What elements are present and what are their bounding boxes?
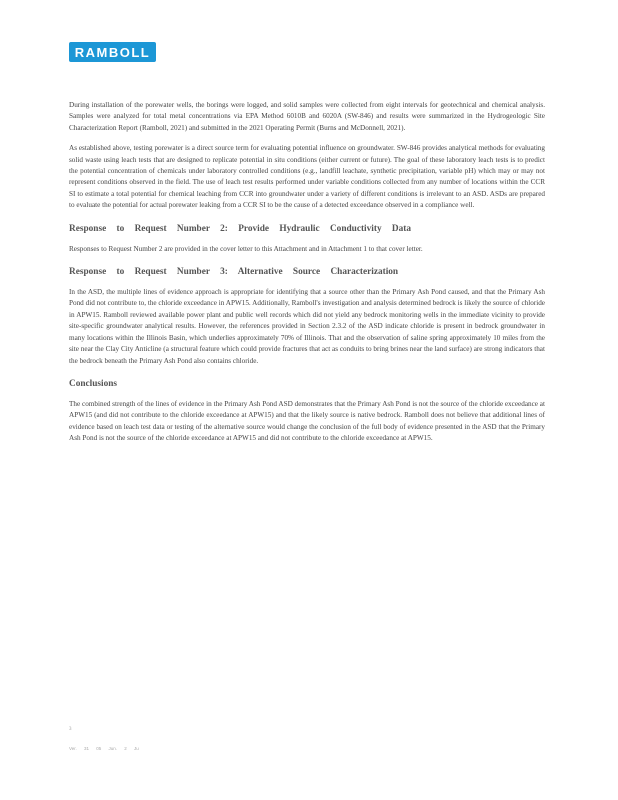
conclusions-body: The combined strength of the lines of evidence in the Primary Ash Pond ASD demonstrates that the Primary Ash Pond is not the source of the chloride exceedance at APW15 (and did not contribute to the chloride exceedance at APW15) and that the likely source is native bedrock. Ramboll does not believe that additional lines of evidence based on leach test data or testing of the alternative source would change the conclusion of the full body of evidence presented in the ASD that the Primary Ash Pond is not the source of the chloride exceedance at APW15 and did not contribute to the chloride exceedance at APW15. <box>69 399 545 443</box>
section2-body: Responses to Request Number 2 are provided in the cover letter to this Attachment and in Attachment 1 to that cover letter. <box>69 244 423 253</box>
paragraph-leach-tests: As established above, testing porewater is a direct source term for evaluating potential influence on groundwater. SW-846 provides analytical methods for evaluating solid waste using leach tests that are designed to replicate potential in situ conditions (either current or future). The goal of these laboratory leach tests is to predict the potential concentration of chemicals under laboratory controlled conditions (e.g., landfill leachate, synthetic precipitation, variable pH) which may or may not represent conditions observed in the field. The use of leach test results performed under variable conditions collected from any number of locations within the CCR SI to estimate a total potential for chemical leaching from CCR into groundwater under a variety of different conditions is irrelevant to an ASD. ASDs are prepared to evaluate the potential for actual porewater leaking from a CCR SI to be the cause of a detected exceedance observed in a compliance well. <box>69 144 545 210</box>
logo-text: RAMBOLL <box>74 44 151 60</box>
conclusions-heading: Conclusions <box>69 378 118 389</box>
paragraph-installation: During installation of the porewater wells, the borings were logged, and solid samples were collected from eight intervals for geotechnical and chemical analysis. Samples were analyzed for total metal concentrations via EPA Method 6010B and 6020A (SW-846) and results were summarized in the Hydrogeologic Site Characterization Report (Ramboll, 2021) and submitted in the 2021 Operating Permit (Burns and McDonnell, 2021). <box>69 101 545 132</box>
page-number: 3 <box>69 727 72 732</box>
ramboll-logo <box>69 42 156 62</box>
document-body <box>69 100 545 454</box>
section3-heading: Response to Request Number 3: Alternative Source Characterization <box>69 267 399 278</box>
footer-line: Ver. 31 05 Jun. 2 Ju <box>69 746 139 751</box>
section2-heading: Response to Request Number 2: Provide Hydraulic Conductivity Data <box>69 223 412 234</box>
section3-body: In the ASD, the multiple lines of evidence approach is appropriate for identifying that a source other than the Primary Ash Pond caused, and that the Primary Ash Pond did not contribute to, the chloride exceedance in APW15. Additionally, Ramboll's investigation and analysis determined bedrock is likely the source of chloride in APW15. Ramboll reviewed available power plant and public well records which did not yield any bedrock monitoring wells in the immediate vicinity to provide site-specific groundwater analytical results. However, the references provided in Section 2.3.2 of the ASD indicate chloride is present in bedrock groundwater in many locations within the Illinois Basin, which underlies approximately 70% of Illinois. That and the observation of saline spring approximately 10 miles from the site near the Clay City Anticline (a structural feature which could provide fractures that act as conduits to bring brines near the land surface) are strong indicators that the bedrock beneath the Primary Ash Pond also contains chloride. <box>69 288 545 365</box>
